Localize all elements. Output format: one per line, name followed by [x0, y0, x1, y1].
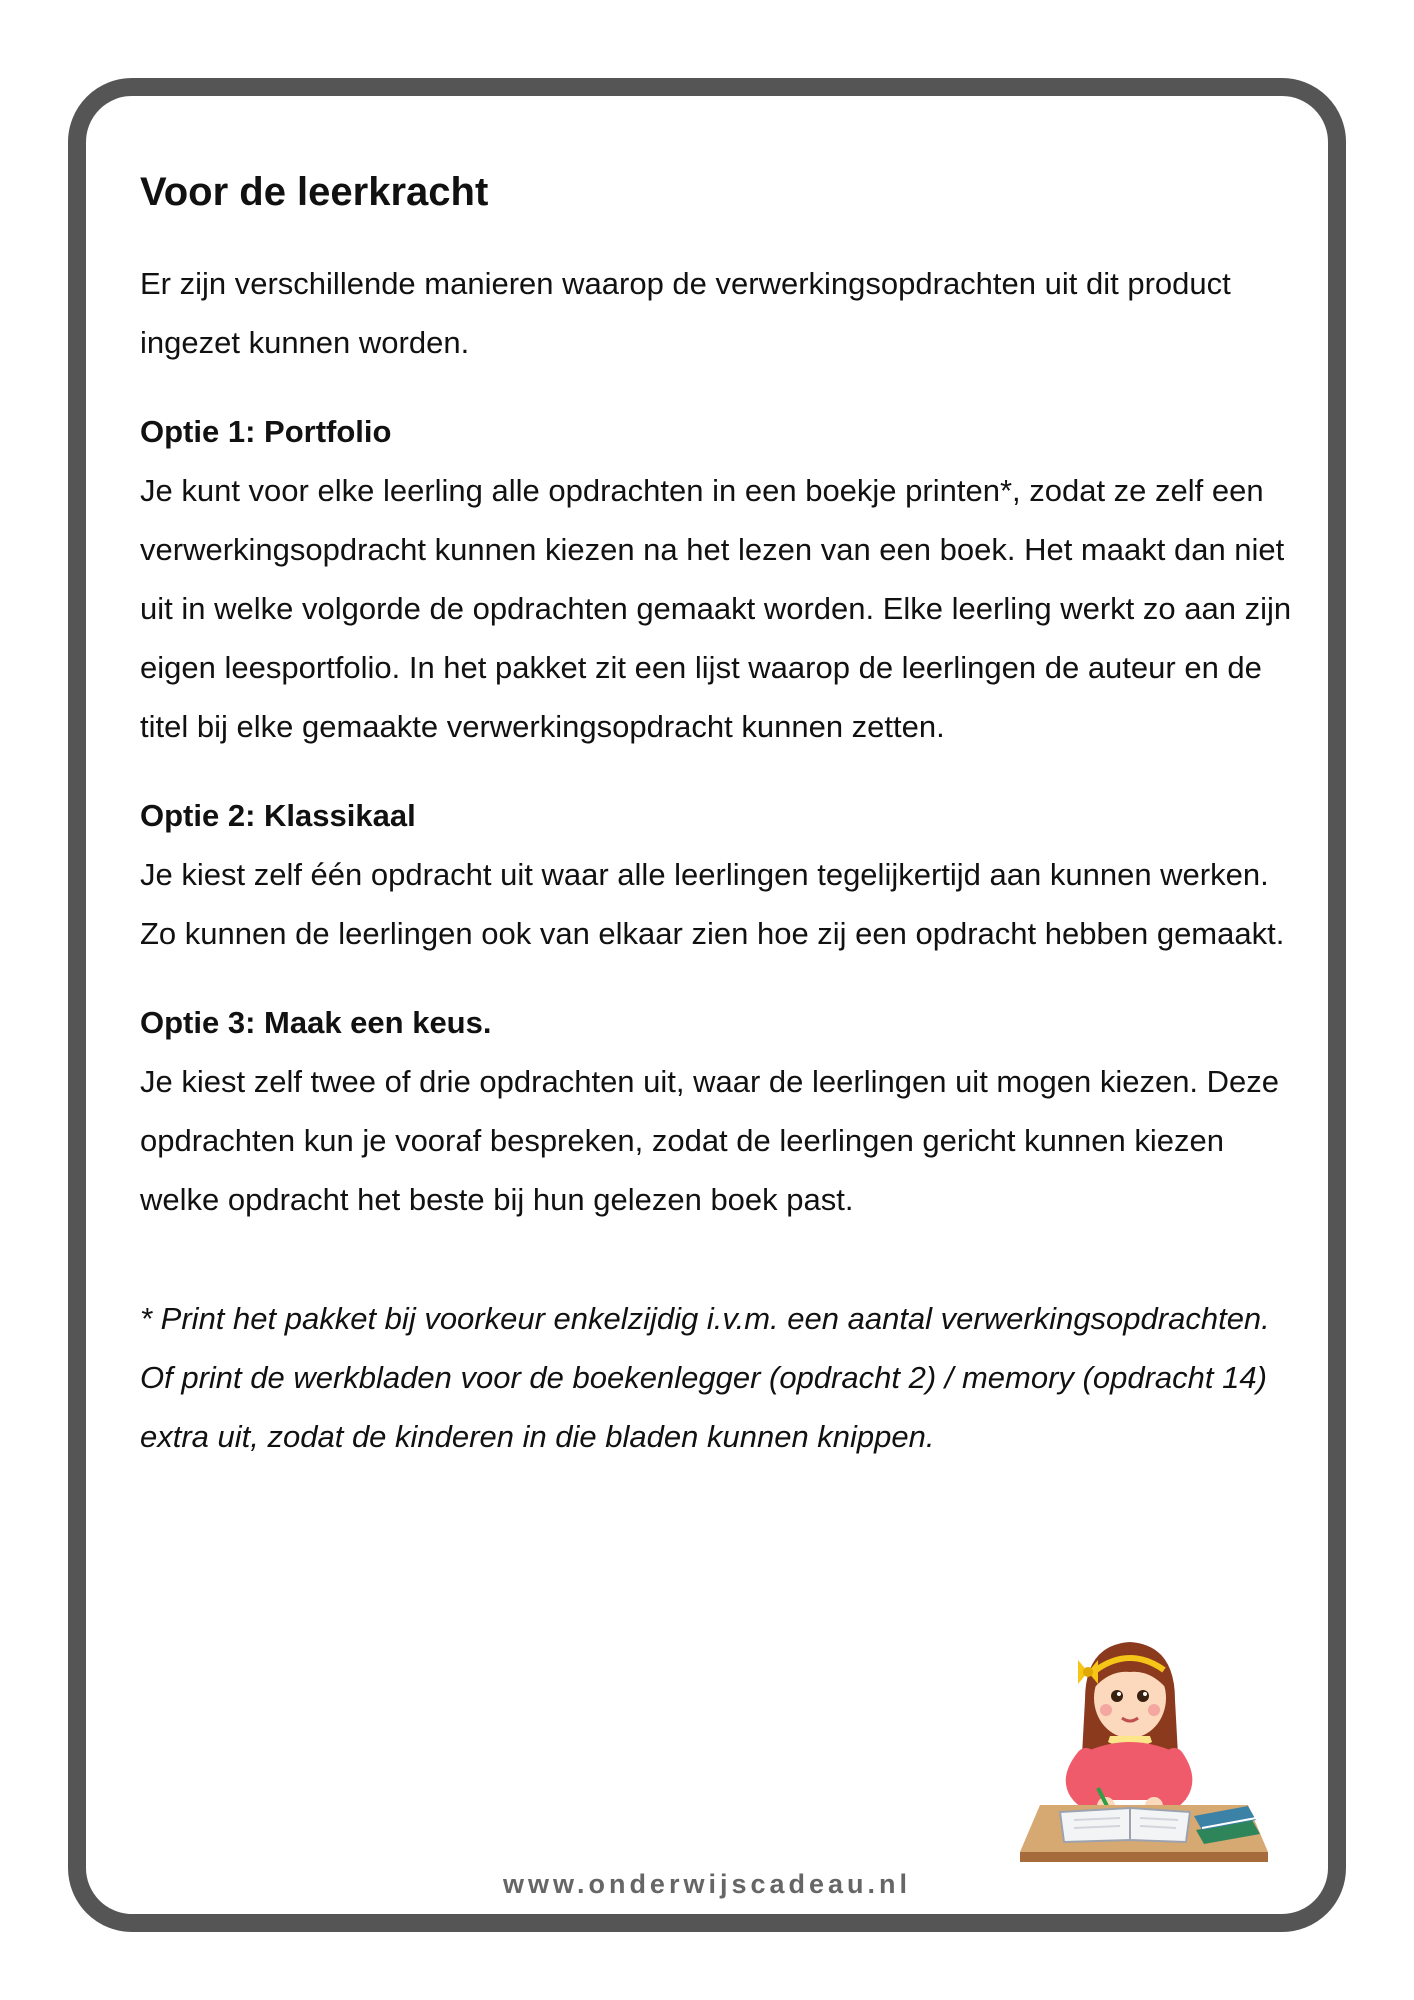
section-title: Optie 1: Portfolio [140, 414, 392, 449]
section-text: Je kiest zelf twee of drie opdrachten uit, waar de leerlingen uit mogen kiezen. Deze opdrachten kun je vooraf bespreken, zodat de leerlingen gericht kunnen kiezen welke opdracht het beste bij hun gelezen boek past. [140, 1064, 1280, 1217]
section-text: Je kunt voor elke leerling alle opdrachten in een boekje printen*, zodat ze zelf een verwerkingsopdracht kunnen kiezen na het lezen van een boek. Het maakt dan niet uit in welke volgorde de opdrachten gemaakt worden. Elke leerling werkt zo aan zijn eigen leesportfolio. In het pakket zit een lijst waarop de leerlingen de auteur en de titel bij elke gemaakte verwerkingsopdracht kunnen zetten. [140, 473, 1292, 744]
print-note: * Print het pakket bij voorkeur enkelzijdig i.v.m. een aantal verwerkingsopdrachten. Of print de werkbladen voor de boekenlegger (opdracht 2) / memory (opdracht 14) extra uit, zodat de kinderen in die bladen kunnen knippen. [140, 1301, 1270, 1454]
girl-reading-illustration [990, 1630, 1280, 1880]
section-title: Optie 3: Maak een keus. [140, 1005, 492, 1040]
intro-text: Er zijn verschillende manieren waarop de verwerkingsopdrachten uit dit product ingezet kunnen worden. [140, 266, 1231, 360]
section-option-3 [140, 993, 1300, 1229]
section-text: Je kiest zelf één opdracht uit waar alle leerlingen tegelijkertijd aan kunnen werken. Zo kunnen de leerlingen ook van elkaar zien hoe zij een opdracht hebben gemaakt. [140, 857, 1285, 951]
section-option-2 [140, 786, 1300, 963]
footer-website: www.onderwijscadeau.nl [502, 1869, 912, 1899]
section-title: Optie 2: Klassikaal [140, 798, 416, 833]
page-title: Voor de leerkracht [140, 170, 489, 214]
content [140, 160, 1300, 1466]
section-option-1 [140, 402, 1300, 756]
